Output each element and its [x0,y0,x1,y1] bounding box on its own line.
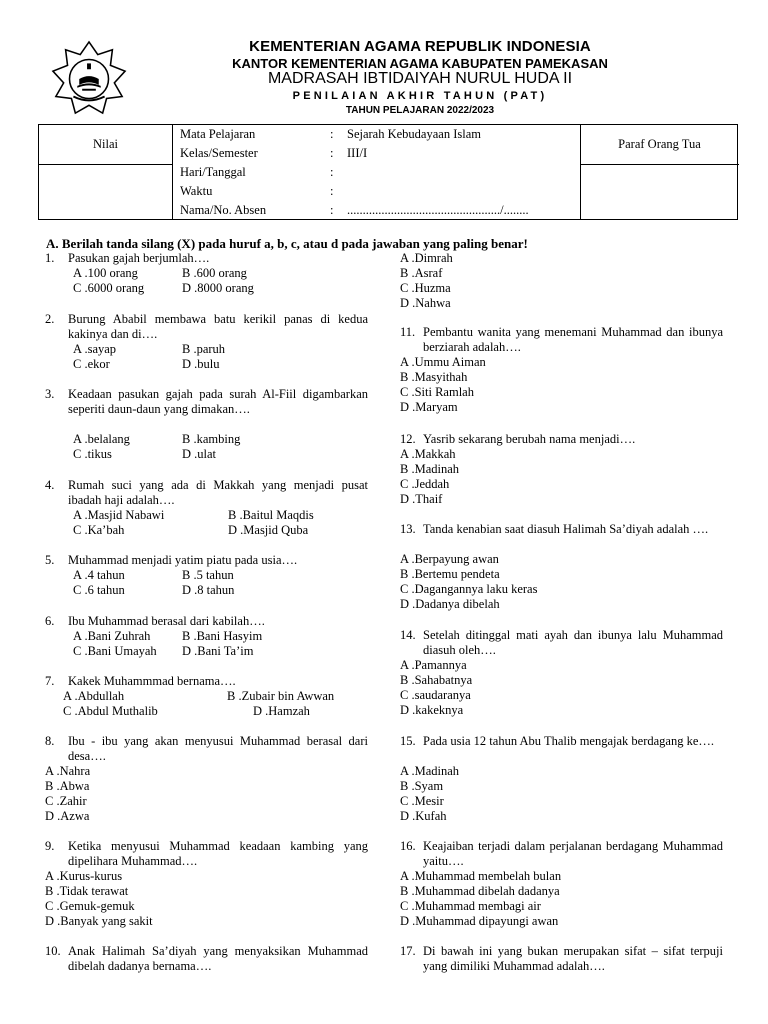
question-number: 4. [45,478,55,492]
answer-option[interactable]: A .Makkah [400,447,456,461]
question-number: 3. [45,387,55,401]
question-text: Keadaan pasukan gajah pada surah Al-Fiil digambarkan seperiti daun-daun yang dimakan…. [68,387,368,416]
question-text: Ketika menyusui Muhammad keadaan kambing yang dipelihara Muhammad…. [68,839,368,868]
answer-option[interactable]: B .Syam [400,779,444,793]
answer-option[interactable]: D .Nahwa [400,296,451,310]
info-sep: : [330,146,334,160]
answer-option[interactable]: B .5 tahun [182,568,234,582]
question-number: 16. [400,839,416,853]
question-number: 13. [400,522,416,536]
answer-option[interactable]: A .Ummu Aiman [400,355,486,369]
question-text: Anak Halimah Sa’diyah yang menyaksikan Muhammad dibelah dadanya bernama…. [68,944,368,973]
answer-option[interactable]: B .Abwa [45,779,90,793]
answer-option[interactable]: A .Madinah [400,764,460,778]
answer-option[interactable]: D .kakeknya [400,703,464,717]
answer-option[interactable]: A .Nahra [45,764,91,778]
answer-option[interactable]: A .Masjid Nabawi [73,508,165,522]
question-number: 15. [400,734,416,748]
answer-option[interactable]: D .Banyak yang sakit [45,914,153,928]
info-value[interactable]: ................................................./........ [347,203,529,217]
info-label: Waktu [180,184,213,198]
question-number: 9. [45,839,55,853]
answer-option[interactable]: C .ekor [73,357,110,371]
answer-option[interactable]: C .Siti Ramlah [400,385,474,399]
question-text: Pada usia 12 tahun Abu Thalib mengajak berdagang ke…. [423,734,715,748]
answer-option[interactable]: A .Abdullah [63,689,125,703]
answer-option[interactable]: B .Asraf [400,266,443,280]
answer-option[interactable]: B .Masyithah [400,370,468,384]
answer-option[interactable]: D .bulu [182,357,220,371]
answer-option[interactable]: D .Muhammad dipayungi awan [400,914,559,928]
answer-option[interactable]: B .paruh [182,342,226,356]
answer-option[interactable]: B .600 orang [182,266,247,280]
answer-option[interactable]: B .Tidak terawat [45,884,129,898]
answer-option[interactable]: A .100 orang [73,266,138,280]
ministry-title: KEMENTERIAN AGAMA REPUBLIK INDONESIA [249,38,591,55]
question-number: 8. [45,734,55,748]
answer-option[interactable]: C .Bani Umayah [73,644,157,658]
question-text: Di bawah ini yang bukan merupakan sifat – sifat terpuji yang dimiliki Muhammad adalah…. [423,944,723,973]
question-text: Kakek Muhammmad bernama…. [68,674,236,688]
question-text: Burung Ababil membawa batu kerikil panas di kedua kakinya dan di…. [68,312,368,341]
answer-option[interactable]: A .Kurus-kurus [45,869,123,883]
answer-option[interactable]: D .8000 orang [182,281,254,295]
question-number: 17. [400,944,416,958]
answer-option[interactable]: B .Madinah [400,462,460,476]
info-sep: : [330,203,334,217]
answer-option[interactable]: B .Sahabatnya [400,673,473,687]
answer-option[interactable]: C .6000 orang [73,281,145,295]
info-value: III/I [347,146,368,160]
answer-option[interactable]: C .Dagangannya laku keras [400,582,538,596]
question-number: 2. [45,312,55,326]
info-label: Kelas/Semester [180,146,258,160]
answer-option[interactable]: D .8 tahun [182,583,235,597]
question-number: 14. [400,628,416,642]
question-text: Pasukan gajah berjumlah…. [68,251,210,265]
answer-option[interactable]: A .belalang [73,432,130,446]
answer-option[interactable]: B .Bertemu pendeta [400,567,500,581]
question-text: Ibu - ibu yang akan menyusui Muhammad berasal dari desa…. [68,734,368,763]
answer-option[interactable]: A .4 tahun [73,568,125,582]
nilai-label: Nilai [93,137,118,151]
info-label: Mata Pelajaran [180,127,256,141]
question-number: 6. [45,614,55,628]
school-title: MADRASAH IBTIDAIYAH NURUL HUDA II [267,70,573,87]
question-number: 12. [400,432,416,446]
answer-option[interactable]: D .ulat [182,447,217,461]
instruction: A. Berilah tanda silang (X) pada huruf a, b, c, atau d pada jawaban yang paling benar! [46,236,528,251]
question-text: Muhammad menjadi yatim piatu pada usia…. [68,553,298,567]
question-text: Pembantu wanita yang menemani Muhammad dan ibunya berziarah adalah…. [423,325,723,354]
ministry-logo [50,40,128,118]
question-number: 7. [45,674,55,688]
info-sep: : [330,165,334,179]
question-text: Yasrib sekarang berubah nama menjadi…. [423,432,636,446]
answer-option[interactable]: A .Muhammad membelah bulan [400,869,562,883]
answer-option[interactable]: C .Huzma [400,281,451,295]
answer-option[interactable]: A .Dimrah [400,251,453,265]
question-number: 10. [45,944,61,958]
answer-option[interactable]: C .Mesir [400,794,444,808]
answer-option[interactable]: A .Bani Zuhrah [73,629,151,643]
answer-option[interactable]: C .6 tahun [73,583,125,597]
question-number: 1. [45,251,55,265]
question-text: Rumah suci yang ada di Makkah yang menjadi pusat ibadah haji adalah…. [68,478,368,507]
question-text: Setelah ditinggal mati ayah dan ibunya lalu Muhammad diasuh oleh…. [423,628,723,657]
question-text: Ibu Muhammad berasal dari kabilah…. [68,614,265,628]
answer-option[interactable]: D .Hamzah [253,704,310,718]
answer-option[interactable]: D .Maryam [400,400,458,414]
answer-option[interactable]: C .Muhammad membagi air [400,899,541,913]
question-number: 11. [400,325,416,339]
answer-option[interactable]: C .tikus [73,447,112,461]
answer-option[interactable]: C .Gemuk-gemuk [45,899,135,913]
answer-option[interactable]: B .Baitul Maqdis [228,508,314,522]
answer-option[interactable]: B .Zubair bin Awwan [227,689,335,703]
answer-option[interactable]: D .Dadanya dibelah [400,597,500,611]
answer-option[interactable]: A .sayap [73,342,117,356]
school-year: TAHUN PELAJARAN 2022/2023 [345,105,495,116]
answer-option[interactable]: B .Bani Hasyim [182,629,263,643]
answer-option[interactable]: B .Muhammad dibelah dadanya [400,884,560,898]
answer-option[interactable]: D .Azwa [45,809,90,823]
parent-signature-label: Paraf Orang Tua [618,137,701,151]
info-sep: : [330,127,334,141]
office-title: KANTOR KEMENTERIAN AGAMA KABUPATEN PAMEKASAN [232,56,608,71]
info-value: Sejarah Kebudayaan Islam [347,127,481,141]
student-info-table [38,124,738,220]
answer-option[interactable]: A .Pamannya [400,658,467,672]
question-text: Keajaiban terjadi dalam perjalanan berdagang Muhammad yaitu…. [423,839,723,868]
question-text: Tanda kenabian saat diasuh Halimah Sa’diyah adalah …. [423,522,709,536]
answer-option[interactable]: B .kambing [182,432,241,446]
info-sep: : [330,184,334,198]
answer-option[interactable]: C .Abdul Muthalib [63,704,158,718]
answer-option[interactable]: D .Thaif [400,492,443,506]
answer-option[interactable]: C .Ka’bah [73,523,125,537]
answer-option[interactable]: D .Masjid Quba [228,523,309,537]
info-label: Nama/No. Absen [180,203,267,217]
answer-option[interactable]: D .Kufah [400,809,447,823]
answer-option[interactable]: D .Bani Ta’im [182,644,254,658]
question-number: 5. [45,553,55,567]
exam-title: PENILAIAN AKHIR TAHUN (PAT) [292,90,548,102]
answer-option[interactable]: C .Zahir [45,794,87,808]
info-label: Hari/Tanggal [180,165,246,179]
answer-option[interactable]: A .Berpayung awan [400,552,499,566]
answer-option[interactable]: C .saudaranya [400,688,471,702]
answer-option[interactable]: C .Jeddah [400,477,450,491]
